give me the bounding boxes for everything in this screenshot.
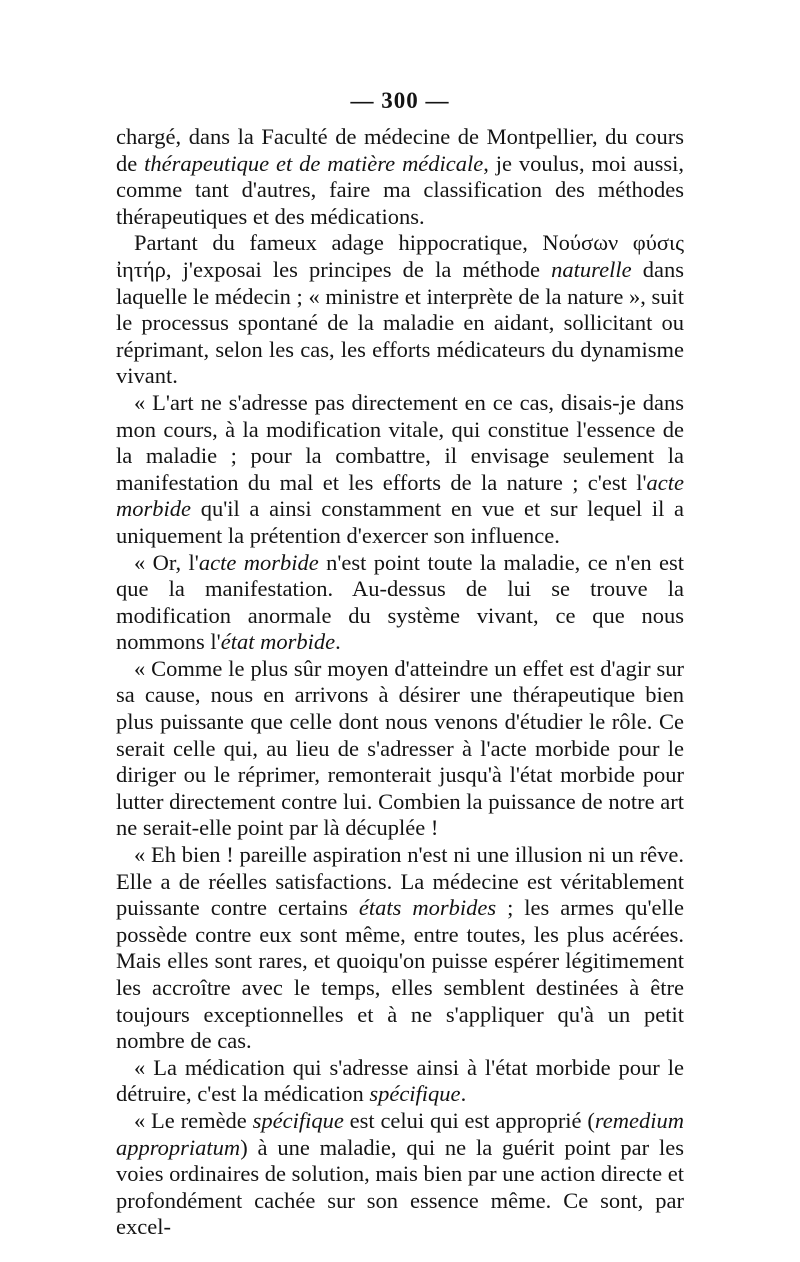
italic-text-run: état morbide — [220, 629, 336, 655]
text-run: « Eh bien ! pareille aspiration n'est ni une illusion ni un rêve. Elle a de réelles satisfactions. La médecine est véritablement puissante contre certains — [116, 842, 684, 921]
italic-text-run: états morbides — [358, 895, 497, 921]
italic-text-run: remedium appropriatum — [116, 1107, 685, 1160]
paragraph-hippocratic-adage — [116, 230, 684, 390]
text-run: ; les armes qu'elle possède contre eux sont même, entre toutes, les plus acérées. Mais elles sont rares, et quoiqu'on puisse espérer légitimement les accroître avec le temps, elles semblent destinées à être toujours exceptionnelles et à ne s'appliquer qu'à un petit nombre de cas. — [116, 895, 685, 1054]
text-run: Partant du fameux adage hippocratique, — [134, 230, 543, 256]
text-run: qu'il a ainsi constamment en vue et sur lequel il a uniquement la prétention d'exercer son influence. — [116, 496, 684, 548]
text-run: dans laquelle le médecin ; « ministre et interprète de la nature », suit le processus spontané de la maladie en aidant, sollicitant ou réprimant, selon les cas, les efforts médicateurs du dynamisme vivant. — [116, 256, 684, 389]
italic-text-run: thérapeutique et de matière médicale — [144, 150, 484, 176]
italic-text-run: naturelle — [551, 256, 632, 282]
paragraph-remede-specifique — [116, 1108, 684, 1241]
paragraph-acte-morbide — [116, 550, 684, 656]
text-run: « Le remède — [134, 1107, 253, 1133]
paragraph-art-direct — [116, 390, 684, 550]
text-run: « Comme le plus sûr moyen d'atteindre un effet est d'agir sur sa cause, nous en arrivons à désirer une thérapeutique bien plus puissante que celle dont nous venons d'étudier le rôle. Ce serait celle qui, au lieu de s'adresser à l'acte morbide pour le diriger ou le réprimer, remonterait jusqu'à l'état morbide pour lutter directement contre lui. Combien la puissance de notre art ne serait-elle point par là décuplée ! — [116, 655, 684, 841]
body-text — [116, 124, 684, 1241]
text-run: « L'art ne s'adresse pas directement en ce cas, disais-je dans mon cours, à la modification vitale, qui constitue l'essence de la maladie ; pour la combattre, il envisage seulement la manifestation du mal et les efforts de la nature ; c'est l' — [116, 389, 684, 495]
italic-text-run: spécifique — [252, 1107, 344, 1133]
text-run: . — [335, 629, 341, 655]
text-run: . — [460, 1081, 467, 1107]
paragraph-sure-means — [116, 656, 684, 842]
text-run: ) à une maladie, qui ne la guérit point par les voies ordinaires de solution, mais bien par une action directe et profondément cachée sur son essence même. Ce sont, par excel- — [116, 1134, 684, 1240]
italic-text-run: acte morbide — [198, 549, 319, 575]
text-run: , je voulus, moi aussi, comme tant d'autres, faire ma classification des méthodes thérapeutiques et des médications. — [116, 150, 684, 229]
text-run: n'est point toute la maladie, ce n'en est que la manifestation. Au-dessus de lui se trouve la modification anormale du système vivant, ce que nous nommons l' — [116, 549, 685, 655]
text-run: chargé, dans la Faculté de médecine de Montpellier, du cours de — [116, 124, 684, 176]
text-run: « Or, l' — [134, 549, 199, 575]
text-run: « La médication qui s'adresse ainsi à l'état morbide pour le détruire, c'est la médication — [116, 1054, 684, 1107]
italic-text-run: spécifique — [369, 1081, 461, 1107]
page-number: — 300 — — [350, 88, 450, 113]
italic-text-run: acte morbide — [116, 469, 684, 522]
greek-text-run: Νούσων φύσις ἰητήρ — [116, 230, 684, 282]
text-run: est celui qui est approprié ( — [343, 1107, 595, 1133]
paragraph-medication-specifique — [116, 1055, 684, 1108]
paragraph-eh-bien — [116, 842, 684, 1055]
text-run: , j'exposai les principes de la méthode — [165, 256, 552, 282]
paragraph-continuation — [116, 124, 684, 230]
